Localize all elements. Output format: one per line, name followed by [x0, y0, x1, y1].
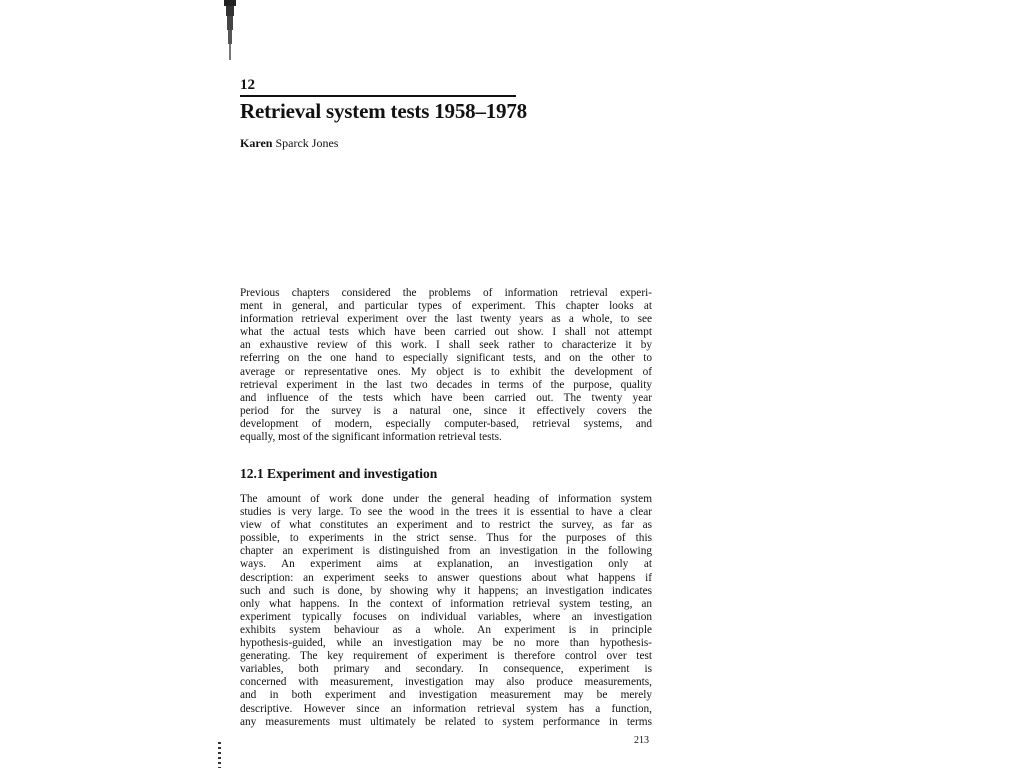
text-line: possible, to experiments in the strict sense. Thus for the purposes of this [240, 532, 652, 545]
section-heading: 12.1 Experiment and investigation [240, 466, 438, 481]
text-line: experiment typically focuses on individual variables, where an investigation [240, 610, 652, 623]
chapter-number: 12 [240, 77, 255, 93]
text-line: generating. The key requirement of experiment is therefore control over test [240, 650, 652, 663]
text-line: information retrieval experiment over the last twenty years as a whole, to see [240, 313, 652, 326]
author-surname: Sparck Jones [272, 136, 339, 150]
chapter-rule [240, 95, 516, 97]
text-line: Previous chapters considered the problems of information retrieval experi- [240, 287, 652, 299]
text-line: referring on the one hand to especially significant tests, and on the other to [240, 352, 652, 365]
author-first-name: Karen [240, 136, 273, 150]
section-paragraph [240, 493, 652, 729]
text-line: retrieval experiment in the last two decades in terms of the purpose, quality [240, 378, 652, 391]
text-line: equally, most of the significant information retrieval tests. [240, 431, 502, 444]
text-line: an exhaustive review of this work. I shall seek rather to characterize it by [240, 339, 652, 352]
author-name [240, 136, 338, 150]
intro-paragraph [240, 287, 652, 444]
text-line: only what happens. In the context of information retrieval system testing, an [240, 597, 652, 610]
text-line: such and such is done, by showing why it happens; an investigation indicates [240, 584, 652, 597]
page-number: 213 [634, 735, 649, 746]
text-line: any measurements must ultimately be related to system performance in terms [240, 715, 652, 728]
text-line: period for the survey is a natural one, since it effectively covers the [240, 404, 652, 417]
text-line: average or representative ones. My object is to exhibit the development of [240, 365, 652, 378]
text-line: view of what constitutes an experiment and to restrict the survey, as far as [240, 519, 652, 532]
text-line: ways. An experiment aims at explanation, an investigation only at [240, 558, 652, 571]
text-line: chapter an experiment is distinguished from an investigation in the following [240, 545, 652, 558]
text-line: The amount of work done under the general heading of information system [240, 493, 652, 505]
text-line: development of modern, especially computer-based, retrieval systems, and [240, 417, 652, 430]
text-line: studies is very large. To see the wood in the trees it is essential to have a clear [240, 506, 652, 519]
text-line: hypothesis-guided, while an investigation may be no more than hypothesis- [240, 637, 652, 650]
text-line: and influence of the tests which have been carried out. The twenty year [240, 391, 652, 404]
scan-edge-mark [224, 0, 236, 62]
text-line: description: an experiment seeks to answer questions about what happens if [240, 571, 652, 584]
text-line: what the actual tests which have been carried out show. I shall not attempt [240, 326, 652, 339]
text-line: concerned with measurement, investigation may also produce measurements, [240, 676, 652, 689]
text-line: variables, both primary and secondary. In consequence, experiment is [240, 663, 652, 676]
chapter-title: Retrieval system tests 1958–1978 [240, 99, 527, 123]
text-line: exhibits system behaviour as a whole. An experiment is in principle [240, 623, 652, 636]
scan-edge-mark-bottom [218, 742, 221, 768]
text-line: descriptive. However since an information retrieval system has a function, [240, 702, 652, 715]
text-line: and in both experiment and investigation measurement may be merely [240, 689, 652, 702]
text-line: ment in general, and particular types of experiment. This chapter looks at [240, 300, 652, 313]
